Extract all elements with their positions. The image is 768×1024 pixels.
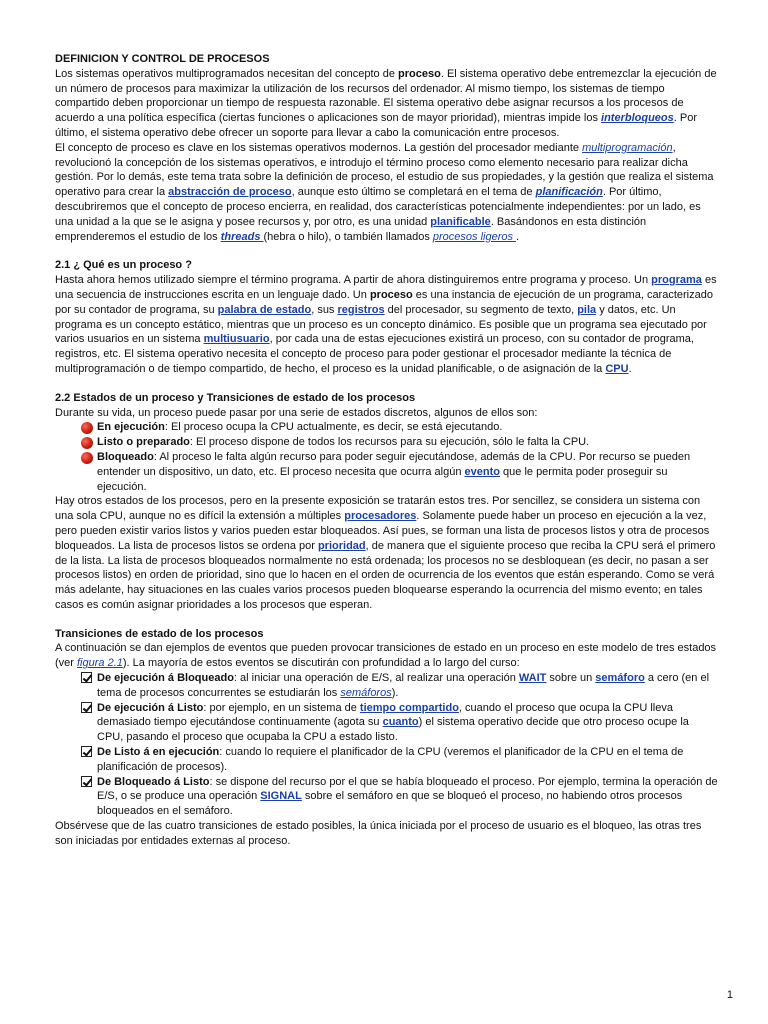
list-item: De ejecución á Bloqueado: al iniciar una operación de E/S, al realizar una operación WAIT sobre un semáforo a cero (en el tema de procesos concurrentes se estudiarán los semáforos). xyxy=(81,671,718,701)
intro-paragraph-2: El concepto de proceso es clave en los sistemas operativos modernos. La gestión del procesador mediante multiprogramación, revolucionó la concepción de los sistemas operativos, e introdujo el término proceso como elemento necesario para realizar dicha gestión. Por lo demás, este tema trata sobre la definición de proceso, el estudio de sus propiedades, y la gestión que realiza el sistema operativo para crear la abstracción de proceso, aunque esto último se completará en el tema de planificación. Por último, descubriremos que el concepto de proceso encierra, en realidad, dos características potencialmente independientes: por un lado, es una unidad a la que se le asigna y posee recursos y, por otro, es una unidad planificable. Basándonos en esta distinción emprenderemos el estudio de los threads (hebra o hilo), o también llamados procesos ligeros . xyxy=(55,141,714,243)
list-item: De Bloqueado á Listo: se dispone del recurso por el que se había bloqueado el proceso. Por ejemplo, termina la operación de E/S, o se produce una operación SIGNAL sobre el semáforo en que se bloqueó el proceso, no habiendo otros procesos bloqueados en el semáforo. xyxy=(81,775,718,819)
link-tiempo-compartido[interactable]: tiempo compartido xyxy=(359,701,459,714)
spacer xyxy=(55,244,718,258)
link-semaforos[interactable]: semáforos xyxy=(340,686,392,699)
checkbox-checked-icon xyxy=(81,672,92,683)
list-item: Listo o preparado: El proceso dispone de todos los recursos para su ejecución, sólo le falta la CPU. xyxy=(81,435,718,450)
link-cuanto[interactable]: cuanto xyxy=(382,716,419,729)
checkbox-checked-icon xyxy=(81,746,92,757)
link-cpu[interactable]: CPU xyxy=(605,362,629,375)
link-planificable[interactable]: planificable xyxy=(430,215,491,228)
section-2-1-heading: 2.1 ¿ Qué es un proceso ? xyxy=(55,259,192,272)
section-2-2-heading: 2.2 Estados de un proceso y Transiciones de estado de los procesos xyxy=(55,391,416,404)
red-bullet-icon xyxy=(81,422,93,434)
document-title: DEFINICION Y CONTROL DE PROCESOS xyxy=(55,53,270,65)
link-prioridad[interactable]: prioridad xyxy=(317,539,366,552)
red-bullet-icon xyxy=(81,437,93,449)
link-signal[interactable]: SIGNAL xyxy=(260,790,302,803)
link-procesadores[interactable]: procesadores xyxy=(344,510,417,523)
process-states-list xyxy=(55,420,718,494)
link-programa[interactable]: programa xyxy=(651,274,702,287)
transitions-lead: A continuación se dan ejemplos de eventos que pueden provocar transiciones de estado en un proceso en este modelo de tres estados (ver figura 2.1). La mayoría de estos eventos se discutirán con profundidad a lo largo del curso: xyxy=(55,642,717,670)
link-evento[interactable]: evento xyxy=(464,465,500,478)
link-figura-2-1[interactable]: figura 2.1 xyxy=(77,657,123,670)
spacer xyxy=(55,613,718,627)
link-multiusuario[interactable]: multiusuario xyxy=(203,333,270,346)
link-pila[interactable]: pila xyxy=(577,303,597,316)
document-page xyxy=(55,52,718,849)
link-interbloqueos[interactable]: interbloqueos xyxy=(601,112,674,125)
closing-paragraph: Obsérvese que de las cuatro transiciones de estado posibles, la única iniciada por el proceso de usuario es el bloqueo, las otras tres son iniciadas por entidades externas al proceso. xyxy=(55,820,702,847)
link-abstraccion-de-proceso[interactable]: abstracción de proceso xyxy=(168,186,292,199)
term-proceso-2: proceso xyxy=(369,288,413,301)
transitions-list xyxy=(55,671,718,819)
list-item: De Listo á en ejecución: cuando lo requiere el planificador de la CPU (veremos el planificador de la CPU en el tema de planificación de procesos). xyxy=(81,745,718,775)
link-palabra-de-estado[interactable]: palabra de estado xyxy=(217,303,312,316)
intro-paragraph-1: Los sistemas operativos multiprogramados necesitan del concepto de proceso. El sistema operativo debe entremezclar la ejecución de un número de procesos para maximizar la utilización de los recursos del ordenador. Al mismo tiempo, los sistemas de tiempo compartido deben proporcionar un tiempo de respuesta razonable. El sistema operativo debe asignar recursos a los procesos de acuerdo a una política específica (ciertas funciones o aplicaciones son de mayor prioridad), mientras impide los interbloqueos. Por último, el sistema operativo debe ofrecer un soporte para llevar a cabo la comunicación entre procesos. xyxy=(55,67,717,139)
section-2-2-lead: Durante su vida, un proceso puede pasar por una serie de estados discretos, algunos de ellos son: xyxy=(55,406,538,419)
link-multiprogramacion[interactable]: multiprogramación xyxy=(582,141,673,154)
red-bullet-icon xyxy=(81,452,93,464)
term-proceso: proceso xyxy=(398,67,441,80)
page-number: 1 xyxy=(726,989,733,1001)
transitions-heading: Transiciones de estado de los procesos xyxy=(55,627,264,640)
list-item: Bloqueado: Al proceso le falta algún recurso para poder seguir ejecutándose, además de la CPU. Por recurso se pueden entender un dispositivo, un dato, etc. El proceso necesita que ocurra algún evento que le permita poder proseguir su ejecución. xyxy=(81,450,718,494)
link-planificacion[interactable]: planificación xyxy=(535,186,603,199)
link-procesos-ligeros[interactable]: procesos ligeros xyxy=(432,230,517,243)
checkbox-checked-icon xyxy=(81,776,92,787)
spacer xyxy=(55,377,718,391)
list-item: De ejecución á Listo: por ejemplo, en un sistema de tiempo compartido, cuando el proceso que ocupa la CPU lleva demasiado tiempo ejecutándose continuamente (agota su cuanto) el sistema operativo decide que otro proceso ocupe la CPU, pasando el proceso que ocupaba la CPU a estado listo. xyxy=(81,701,718,745)
link-wait[interactable]: WAIT xyxy=(518,672,547,685)
link-threads[interactable]: threads xyxy=(220,230,264,243)
section-2-2-paragraph: Hay otros estados de los procesos, pero en la presente exposición se tratarán estos tres. Por sencillez, se considera un sistema con una sola CPU, aunque no es difícil la extensión a múltiples procesadores. Solamente puede haber un proceso en ejecución a la vez, pero pueden existir varios listos y varios pueden estar bloqueados. Así pues, se forman una lista de procesos listos y otra de procesos bloqueados. La lista de procesos listos se ordena por prioridad, de manera que el siguiente proceso que reciba la CPU será el primero de la lista. La lista de procesos bloqueados normalmente no está ordenada; los procesos no se desbloquean (es decir, no pasan a ser procesos listos) en orden de prioridad, sino que lo hacen en el orden de ocurrencia de los eventos que están esperando. Como se verá más adelante, hay situaciones en las cuales varios procesos pueden bloquearse esperando la ocurrencia del mismo evento; en tales casos es común asignar prioridades a los procesos que esperan. xyxy=(55,495,716,611)
list-item: En ejecución: El proceso ocupa la CPU actualmente, es decir, se está ejecutando. xyxy=(81,420,718,435)
link-semaforo[interactable]: semáforo xyxy=(595,672,645,685)
checkbox-checked-icon xyxy=(81,702,92,713)
section-2-1-paragraph: Hasta ahora hemos utilizado siempre el término programa. A partir de ahora distinguiremos entre programa y proceso. Un programa es una secuencia de instrucciones escrita en un lenguaje dado. Un proceso es una instancia de ejecución de un programa, caracterizado por su contador de programa, su palabra de estado, sus registros del procesador, su segmento de texto, pila y datos, etc. Un programa es un concepto estático, mientras que un proceso es un concepto dinámico. Es posible que un programa sea ejecutado por varios usuarios en un sistema multiusuario, por cada una de estas ejecuciones existirá un proceso, con su contador de programa, registros, etc. El sistema operativo necesita el concepto de proceso para poder gestionar el procesador mediante la técnica de multiprogramación o de tiempo compartido, de hecho, el proceso es la unidad planificable, o de asignación de la CPU. xyxy=(55,274,717,375)
link-registros[interactable]: registros xyxy=(337,303,385,316)
